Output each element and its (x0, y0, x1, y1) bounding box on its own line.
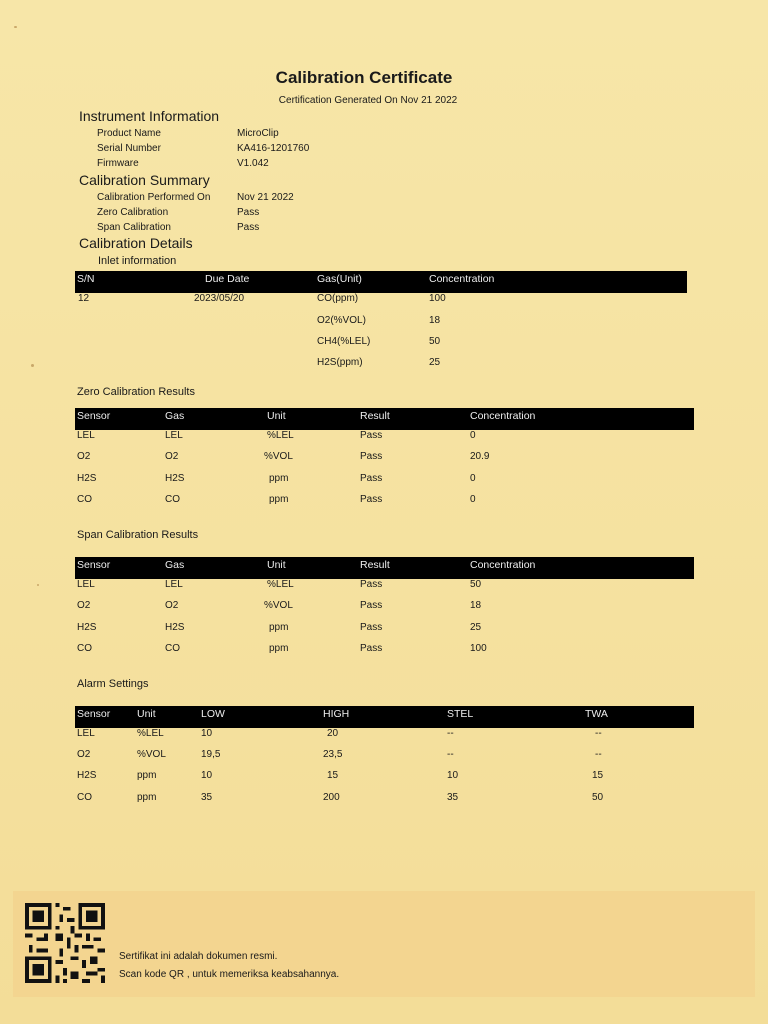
cell-concentration: 20.9 (470, 451, 490, 462)
header-low: LOW (201, 708, 225, 720)
span-cal-value: Pass (237, 222, 260, 233)
firmware-value: V1.042 (237, 158, 269, 169)
cell-sensor: O2 (77, 749, 91, 760)
header-concentration: Concentration (470, 410, 536, 422)
table-row (75, 315, 687, 329)
zero-results-heading: Zero Calibration Results (77, 386, 195, 398)
table-row (75, 749, 694, 763)
cell-twa: 15 (592, 770, 604, 781)
span-results-heading: Span Calibration Results (77, 529, 199, 541)
serial-number-value: KA416-1201760 (237, 143, 310, 154)
footer-official-note: Sertifikat ini adalah dokumen resmi. (119, 951, 278, 962)
header-high: HIGH (323, 708, 350, 720)
cell-gas: O2 (165, 600, 179, 611)
paper-speck (14, 26, 17, 28)
cell-low: 19,5 (201, 749, 221, 760)
cell-unit: ppm (137, 792, 157, 803)
header-unit: Unit (137, 708, 156, 720)
header-result: Result (360, 410, 390, 422)
cell-unit: %VOL (264, 600, 293, 611)
header-unit: Unit (267, 559, 286, 571)
header-sensor: Sensor (77, 708, 111, 720)
alarm-table-header (75, 706, 694, 728)
zero-cal-label: Zero Calibration (97, 207, 169, 218)
firmware-label: Firmware (97, 158, 139, 169)
paper-speck (37, 584, 39, 586)
cell-concentration: 0 (470, 430, 476, 441)
span-cal-label: Span Calibration (97, 222, 171, 233)
header-sensor: Sensor (77, 559, 111, 571)
inlet-due-date: 2023/05/20 (194, 293, 245, 304)
table-row (75, 643, 694, 657)
cell-stel: 10 (447, 770, 459, 781)
cell-result: Pass (360, 473, 383, 484)
cell-concentration: 0 (470, 473, 476, 484)
table-row (75, 357, 687, 371)
header-gas: Gas (165, 559, 185, 571)
cell-low: 35 (201, 792, 213, 803)
cell-unit: %LEL (137, 728, 164, 739)
table-row (75, 622, 694, 636)
cell-unit: ppm (269, 494, 289, 505)
cell-concentration: 100 (470, 643, 487, 654)
inlet-conc: 25 (429, 357, 441, 368)
table-row (75, 473, 694, 487)
cell-concentration: 50 (470, 579, 482, 590)
cell-gas: H2S (165, 473, 185, 484)
performed-on-value: Nov 21 2022 (237, 192, 294, 203)
table-row (75, 451, 694, 465)
qr-code-icon[interactable] (24, 903, 106, 983)
header-result: Result (360, 559, 390, 571)
inlet-gas: H2S(ppm) (317, 357, 363, 368)
cell-result: Pass (360, 494, 383, 505)
cell-unit: %LEL (267, 430, 294, 441)
product-name-label: Product Name (97, 128, 161, 139)
instrument-heading: Instrument Information (79, 108, 220, 124)
span-table-header (75, 557, 694, 579)
summary-heading: Calibration Summary (79, 172, 210, 188)
cell-gas: LEL (165, 430, 183, 441)
cell-unit: ppm (269, 622, 289, 633)
header-sn: S/N (77, 273, 95, 285)
table-row (75, 336, 687, 350)
inlet-table-header (75, 271, 687, 293)
cell-high: 20 (327, 728, 339, 739)
inlet-label: Inlet information (98, 255, 177, 267)
cell-twa: -- (595, 749, 602, 760)
footer-scan-note: Scan kode QR , untuk memeriksa keabsahannya. (119, 969, 340, 980)
cell-result: Pass (360, 622, 383, 633)
cell-sensor: CO (77, 792, 92, 803)
inlet-conc: 18 (429, 315, 441, 326)
cell-unit: %VOL (264, 451, 293, 462)
table-row (75, 494, 694, 508)
cell-unit: ppm (269, 643, 289, 654)
cell-result: Pass (360, 579, 383, 590)
inlet-sn: 12 (78, 293, 90, 304)
cell-unit: ppm (137, 770, 157, 781)
cell-stel: 35 (447, 792, 459, 803)
table-row (75, 600, 694, 614)
details-heading: Calibration Details (79, 235, 193, 251)
cell-concentration: 25 (470, 622, 482, 633)
page-subtitle: Certification Generated On Nov 21 2022 (278, 95, 458, 106)
header-concentration: Concentration (470, 559, 536, 571)
cell-unit: %VOL (137, 749, 166, 760)
table-row (75, 293, 687, 307)
cell-sensor: LEL (77, 728, 95, 739)
table-row (75, 792, 694, 806)
inlet-conc: 100 (429, 293, 446, 304)
cell-result: Pass (360, 643, 383, 654)
footer-band (13, 891, 755, 997)
header-stel: STEL (447, 708, 474, 720)
cell-high: 15 (327, 770, 339, 781)
cell-stel: -- (447, 728, 454, 739)
cell-unit: %LEL (267, 579, 294, 590)
header-gas-unit: Gas(Unit) (317, 273, 362, 285)
cell-sensor: O2 (77, 451, 91, 462)
cell-sensor: O2 (77, 600, 91, 611)
header-gas: Gas (165, 410, 185, 422)
cell-concentration: 0 (470, 494, 476, 505)
cell-result: Pass (360, 451, 383, 462)
cell-gas: CO (165, 494, 180, 505)
cell-sensor: CO (77, 494, 92, 505)
cell-sensor: CO (77, 643, 92, 654)
header-twa: TWA (585, 708, 608, 720)
table-row (75, 579, 694, 593)
header-unit: Unit (267, 410, 286, 422)
cell-gas: H2S (165, 622, 185, 633)
inlet-gas: CO(ppm) (317, 293, 359, 304)
paper-speck (31, 364, 34, 367)
cell-gas: LEL (165, 579, 183, 590)
zero-cal-value: Pass (237, 207, 260, 218)
performed-on-label: Calibration Performed On (97, 192, 211, 203)
header-sensor: Sensor (77, 410, 111, 422)
cell-high: 200 (323, 792, 340, 803)
table-row (75, 430, 694, 444)
page-title: Calibration Certificate (275, 68, 453, 87)
cell-gas: CO (165, 643, 180, 654)
inlet-conc: 50 (429, 336, 441, 347)
cell-sensor: H2S (77, 473, 97, 484)
header-concentration: Concentration (429, 273, 495, 285)
cell-unit: ppm (269, 473, 289, 484)
cell-result: Pass (360, 600, 383, 611)
product-name-value: MicroClip (237, 128, 279, 139)
cell-high: 23,5 (323, 749, 343, 760)
cell-sensor: H2S (77, 770, 97, 781)
table-row (75, 728, 694, 742)
cell-concentration: 18 (470, 600, 482, 611)
serial-number-label: Serial Number (97, 143, 161, 154)
cell-sensor: H2S (77, 622, 97, 633)
cell-stel: -- (447, 749, 454, 760)
zero-table-header (75, 408, 694, 430)
inlet-gas: CH4(%LEL) (317, 336, 371, 347)
header-due-date: Due Date (205, 273, 250, 285)
cell-low: 10 (201, 728, 213, 739)
table-row (75, 770, 694, 784)
inlet-gas: O2(%VOL) (317, 315, 366, 326)
cell-twa: -- (595, 728, 602, 739)
cell-sensor: LEL (77, 579, 95, 590)
cell-result: Pass (360, 430, 383, 441)
cell-sensor: LEL (77, 430, 95, 441)
cell-gas: O2 (165, 451, 179, 462)
alarm-heading: Alarm Settings (77, 678, 149, 690)
cell-twa: 50 (592, 792, 604, 803)
cell-low: 10 (201, 770, 213, 781)
